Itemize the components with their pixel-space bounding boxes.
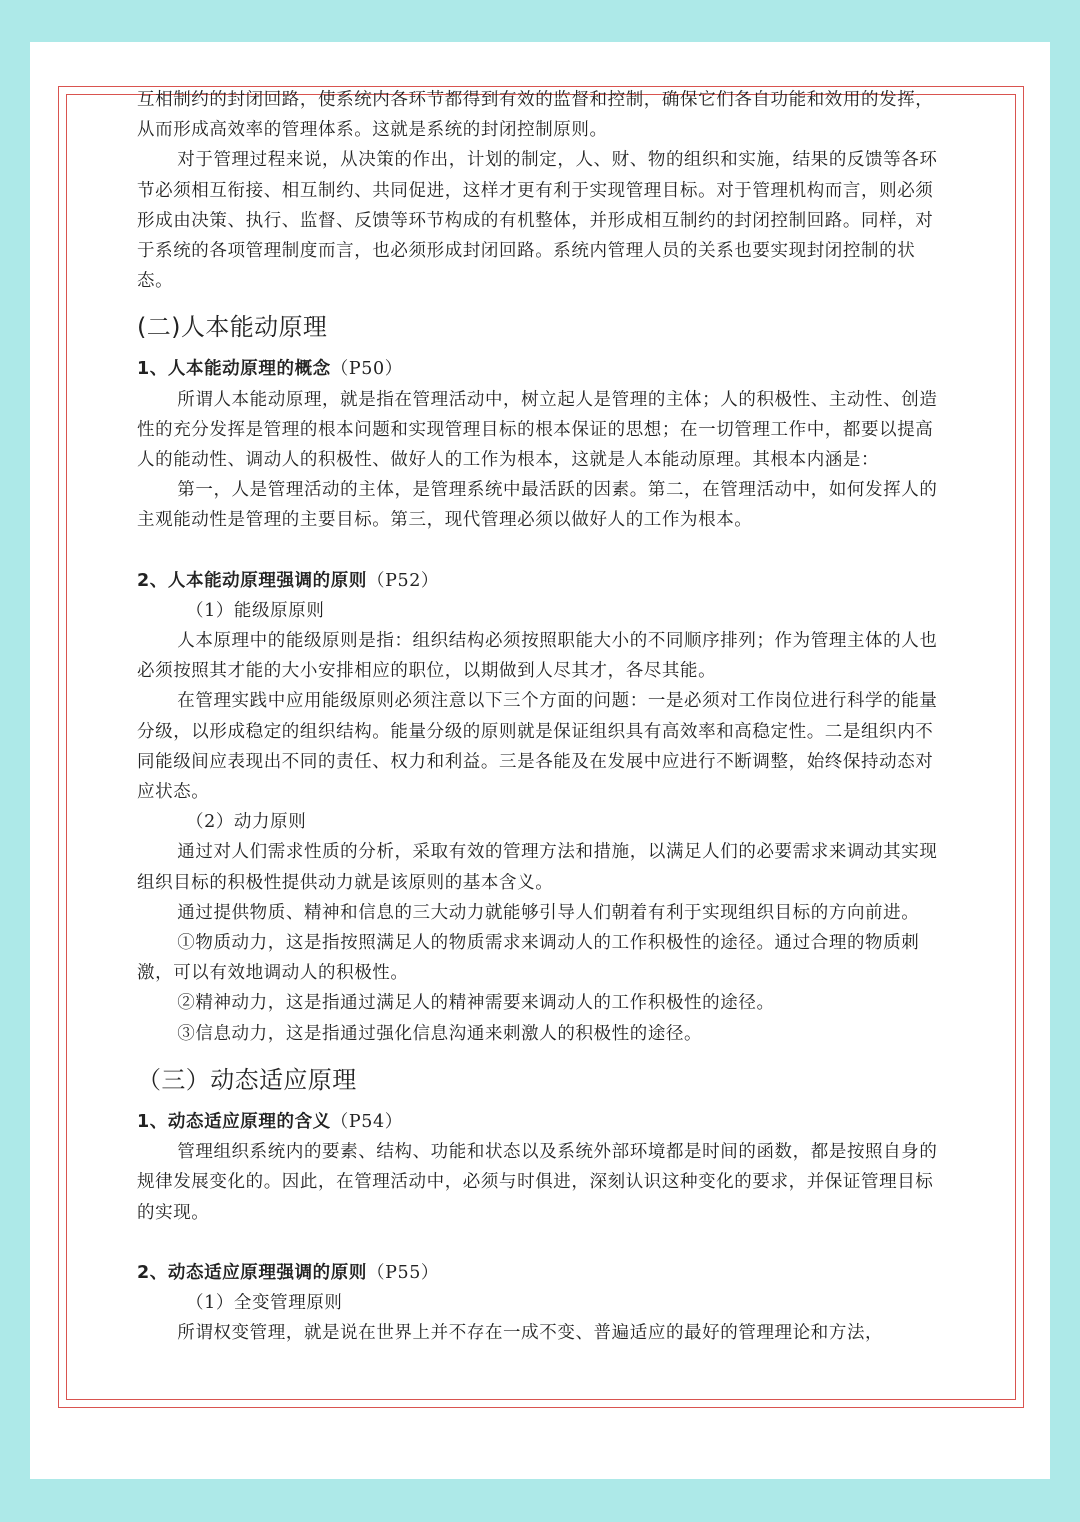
paragraph: ①物质动力，这是指按照满足人的物质需求来调动人的工作积极性的途径。通过合理的物质刺激，可以有效地调动人的积极性。 bbox=[137, 933, 920, 984]
subsection-heading bbox=[137, 354, 945, 384]
subsection-title: 1、动态适应原理的含义 bbox=[137, 1111, 331, 1132]
spacer bbox=[137, 1228, 945, 1258]
list-heading: （1）全变管理原则 bbox=[186, 1292, 343, 1313]
paragraph: 通过对人们需求性质的分析，采取有效的管理方法和措施，以满足人们的必要需求来调动其实现组织目标的积极性提供动力就是该原则的基本含义。 bbox=[137, 842, 938, 893]
paragraph: ③信息动力，这是指通过强化信息沟通来刺激人的积极性的途径。 bbox=[177, 1023, 703, 1044]
page-reference: （P50） bbox=[330, 359, 403, 380]
page-reference: （P52） bbox=[366, 570, 440, 591]
paragraph: ②精神动力，这是指通过满足人的精神需要来调动人的工作积极性的途径。 bbox=[177, 993, 775, 1014]
subsection-title: 2、人本能动原理强调的原则 bbox=[137, 570, 367, 591]
paragraph: 人本原理中的能级原则是指：组织结构必须按照职能大小的不同顺序排列；作为管理主体的人也必须按照其才能的大小安排相应的职位，以期做到人尽其才，各尽其能。 bbox=[137, 631, 938, 682]
subsection-heading bbox=[137, 566, 945, 596]
section-heading: (二)人本能动原理 bbox=[137, 313, 328, 342]
page-reference: （P54） bbox=[330, 1111, 403, 1132]
paragraph: 第一，人是管理活动的主体，是管理系统中最活跃的因素。第二，在管理活动中，如何发挥人的主观能动性是管理的主要目标。第三，现代管理必须以做好人的工作为根本。 bbox=[137, 480, 938, 531]
spacer bbox=[137, 536, 945, 566]
paragraph: 管理组织系统内的要素、结构、功能和状态以及系统外部环境都是时间的函数，都是按照自身的规律发展变化的。因此，在管理活动中，必须与时俱进，深刻认识这种变化的要求，并保证管理目标的实现。 bbox=[137, 1142, 938, 1223]
list-heading: （2）动力原则 bbox=[186, 812, 307, 833]
document-content bbox=[137, 85, 945, 1348]
document-page bbox=[30, 42, 1050, 1479]
paragraph: 在管理实践中应用能级原则必须注意以下三个方面的问题：一是必须对工作岗位进行科学的能量分级，以形成稳定的组织结构。能量分级的原则就是保证组织具有高效率和高稳定性。二是组织内不同能级间应表现出不同的责任、权力和利益。三是各能及在发展中应进行不断调整，始终保持动态对应状态。 bbox=[137, 691, 938, 803]
paragraph: 互相制约的封闭回路，使系统内各环节都得到有效的监督和控制，确保它们各自功能和效用的发挥，从而形成高效率的管理体系。这就是系统的封闭控制原则。 bbox=[137, 90, 934, 141]
page-reference: （P55） bbox=[366, 1262, 440, 1283]
list-heading: （1）能级原原则 bbox=[186, 600, 325, 621]
subsection-heading bbox=[137, 1258, 945, 1288]
subsection-title: 1、人本能动原理的概念 bbox=[137, 359, 331, 380]
paragraph: 通过提供物质、精神和信息的三大动力就能够引导人们朝着有利于实现组织目标的方向前进。 bbox=[177, 902, 920, 923]
subsection-heading bbox=[137, 1107, 945, 1137]
paragraph: 所谓人本能动原理，就是指在管理活动中，树立起人是管理的主体；人的积极性、主动性、创造性的充分发挥是管理的根本问题和实现管理目标的根本保证的思想；在一切管理工作中，都要以提高人的能动性、调动人的积极性、做好人的工作为根本，这就是人本能动原理。其根本内涵是： bbox=[137, 389, 938, 471]
subsection-title: 2、动态适应原理强调的原则 bbox=[137, 1262, 367, 1283]
paragraph: 对于管理过程来说，从决策的作出，计划的制定，人、财、物的组织和实施，结果的反馈等各环节必须相互衔接、相互制约、共同促进，这样才更有利于实现管理目标。对于管理机构而言，则必须形成由决策、执行、监督、反馈等环节构成的有机整体，并形成相互制约的封闭控制回路。同样，对于系统的各项管理制度而言，也必须形成封闭回路。系统内管理人员的关系也要实现封闭控制的状态。 bbox=[137, 150, 938, 292]
paragraph: 所谓权变管理，就是说在世界上并不存在一成不变、普遍适应的最好的管理理论和方法， bbox=[177, 1323, 884, 1344]
section-heading: （三）动态适应原理 bbox=[137, 1065, 357, 1094]
